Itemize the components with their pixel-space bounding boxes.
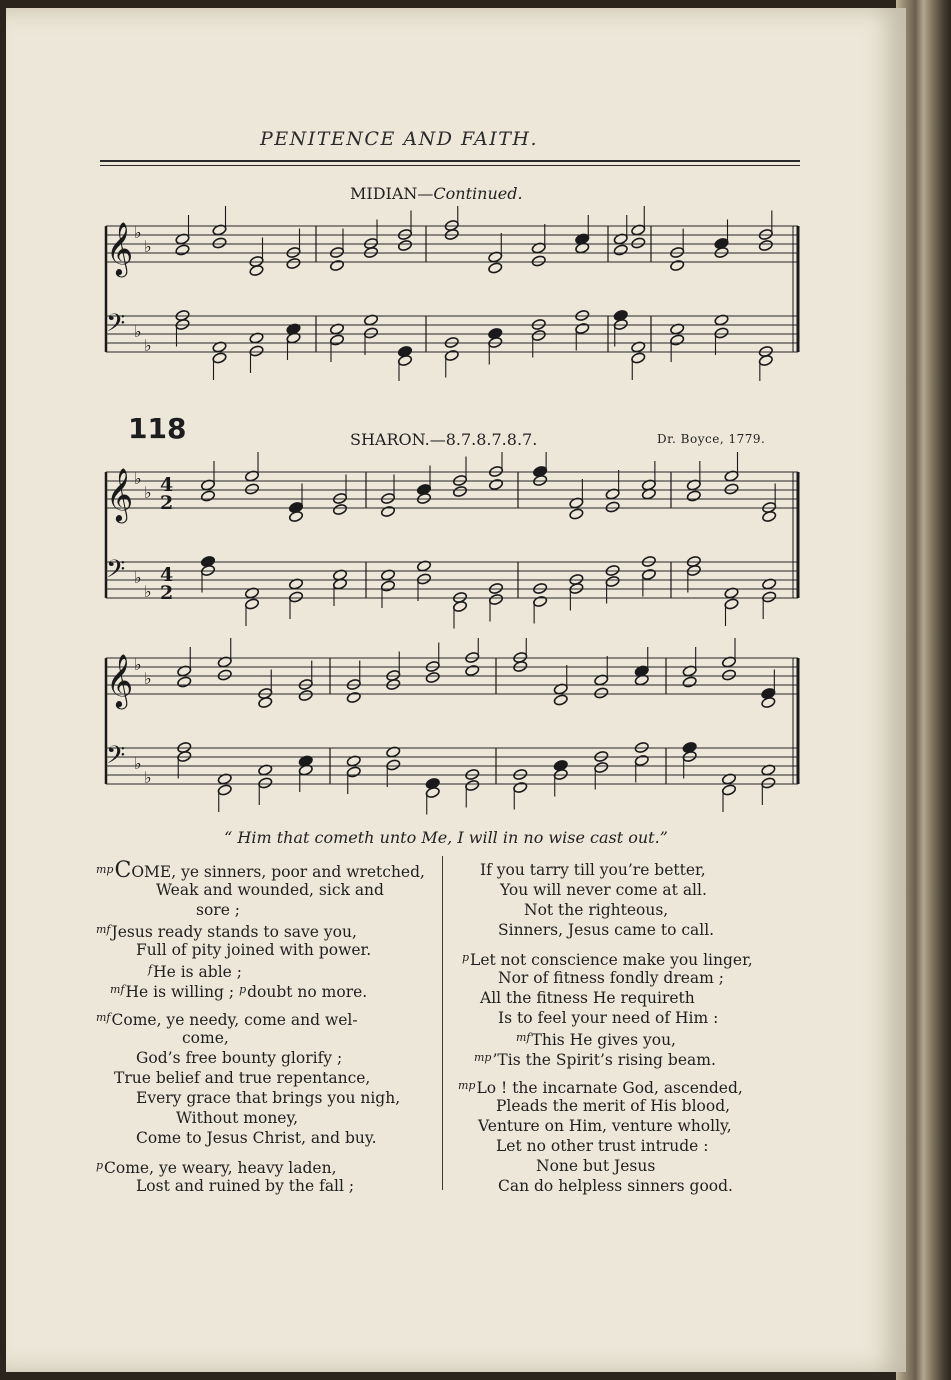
verse-text: Weak and wounded, sick and [156,881,384,899]
verse-text: Let no other trust intrude : [496,1137,709,1155]
verse-text: Pleads the merit of His blood, [496,1097,731,1115]
verse-text: Not the righteous, [524,901,669,919]
key-signature-flat: ♭ [134,655,142,674]
verse-text: If you tarry till you’re better, [480,861,706,879]
time-signature-bottom: 2 [160,582,174,604]
bass-clef: 𝄢 [106,741,126,776]
dynamic-marking: p [96,1159,104,1172]
verse-text: Every grace that brings you nigh, [136,1089,401,1107]
note-head [714,327,729,339]
key-signature-flat: ♭ [134,754,142,773]
verse-line [182,1028,229,1048]
note-head [761,777,776,789]
key-signature-flat: ♭ [144,768,152,787]
note-head [682,676,697,688]
verse-line [478,1116,732,1136]
note-head [380,505,395,517]
note-head [200,490,215,502]
verse-text: He is willing ; [125,983,240,1001]
note-head [244,483,259,495]
note-head [386,759,401,771]
note-head [217,669,232,681]
note-head [761,696,776,708]
verse-line [498,1176,733,1196]
note-head [286,257,301,269]
note-head [425,671,440,683]
note-head [346,691,361,703]
note-head [613,244,628,256]
verse-line [498,1008,718,1028]
note-head [288,510,303,522]
note-head [533,595,548,607]
key-signature-flat: ♭ [144,582,152,601]
note-head [531,255,546,267]
bass-clef: 𝄢 [106,309,126,344]
key-signature-flat: ♭ [134,568,142,587]
dynamic-marking: mf [110,983,125,996]
note-head [594,761,609,773]
note-head [444,349,459,361]
note-head [758,239,773,251]
composer: Dr. Boyce, 1779. [657,432,766,446]
tune-title-sharon: SHARON.—8.7.8.7.8.7. [350,430,538,449]
head-rule [100,160,800,162]
verse-text: You will never come at all. [500,881,707,899]
verse-text: Jesus ready stands to save you, [111,923,357,941]
note-head [641,568,656,580]
verse-line [516,1028,676,1050]
verse-line [96,1008,358,1030]
score-sharon-2 [98,638,804,818]
verse-text: This He gives you, [531,1031,676,1049]
bass-clef: 𝄢 [106,555,126,590]
dynamic-marking: mp [96,863,114,876]
verse-text: Full of pity joined with power. [136,941,372,959]
verse-text: All the fitness He requireth [480,989,695,1007]
verse-line [524,900,668,920]
verse-line [110,980,367,1002]
key-signature-flat: ♭ [144,237,152,256]
note-head [465,779,480,791]
note-head [452,485,467,497]
note-head [212,352,227,364]
time-signature-bottom: 2 [160,492,174,514]
note-head [212,237,227,249]
verse-line [462,948,753,970]
verse-line [496,1136,708,1156]
note-head [249,345,264,357]
dynamic-marking: mf [96,923,111,936]
note-head [332,503,347,515]
note-head [531,329,546,341]
dynamic-marking: mf [516,1031,531,1044]
note-head [724,483,739,495]
verse-line [458,1076,743,1098]
note-head [288,591,303,603]
note-head [569,508,584,520]
note-head [258,777,273,789]
verse-text: OME, ye sinners, poor and wretched, [131,863,425,881]
verse-line [496,1096,730,1116]
note-head [631,237,646,249]
note-head [670,259,685,271]
dynamic-marking: p [462,951,470,964]
score-sharon-1 [98,452,804,632]
dynamic-marking: mf [96,1011,111,1024]
verse-text: Come, ye weary, heavy laden, [104,1159,337,1177]
note-head [298,689,313,701]
note-head [513,781,528,793]
note-head [465,664,480,676]
verse-text: God’s free bounty glorify ; [136,1049,343,1067]
note-head [346,766,361,778]
hymnal-page [6,8,906,1372]
note-head [605,575,620,587]
note-head [686,490,701,502]
verse-text: Come to Jesus Christ, and buy. [136,1129,377,1147]
verse-line [536,1156,655,1176]
note-head [670,334,685,346]
verse-line [148,960,242,982]
verse-line [474,1048,716,1070]
treble-clef: 𝄞 [106,467,134,521]
verse-line [480,988,695,1008]
treble-clef: 𝄞 [106,221,134,275]
key-signature-flat: ♭ [134,469,142,488]
note-head [634,754,649,766]
note-head [762,510,777,522]
note-head [425,786,440,798]
verse-text: come, [182,1029,229,1047]
column-divider [442,856,443,1190]
dynamic-marking: mp [458,1079,476,1092]
note-head [594,687,609,699]
note-head [217,784,232,796]
note-head [488,593,503,605]
running-head: PENITENCE AND FAITH. [259,128,539,150]
key-signature-flat: ♭ [134,322,142,341]
verse-line [498,920,714,940]
note-head [380,580,395,592]
verse-line [96,860,425,882]
note-head [397,239,412,251]
note-head [249,264,264,276]
verse-line [136,1088,400,1108]
note-head [488,262,503,274]
epigraph: “ Him that cometh unto Me, I will in no wise cast out.” [224,828,668,847]
verse-line [136,1048,342,1068]
head-rule-thin [100,165,800,166]
note-head [605,501,620,513]
verse-line [196,900,240,920]
verse-text: Without money, [176,1109,299,1127]
verse-text: None but Jesus [536,1157,656,1175]
key-signature-flat: ♭ [134,223,142,242]
score-midian [98,206,804,381]
key-signature-flat: ♭ [144,483,152,502]
note-head [329,334,344,346]
verse-text: Venture on Him, venture wholly, [478,1117,732,1135]
verse-line [156,880,384,900]
dynamic-marking: p [239,983,247,996]
treble-clef: 𝄞 [106,653,134,707]
tune-title-midian: MIDIAN—Continued. [350,184,523,203]
verse-line [176,1108,298,1128]
note-head [452,600,467,612]
verse-text: Lo ! the incarnate God, ascended, [476,1079,743,1097]
note-head [575,322,590,334]
verse-text: Is to feel your need of Him : [498,1009,719,1027]
note-head [244,598,259,610]
dynamic-marking: f [148,963,153,976]
note-head [175,244,190,256]
note-head [631,352,646,364]
note-head [397,354,412,366]
verse-text: Let not conscience make you linger, [470,951,753,969]
verse-line [480,860,706,880]
verse-text: Sinners, Jesus came to call. [498,921,715,939]
time-signature-top: 4 [160,474,174,496]
verse-line [136,1128,377,1148]
time-signature-top: 4 [160,564,174,586]
verse-line [136,940,371,960]
note-head [721,784,736,796]
drop-cap: C [114,858,132,883]
note-head [329,259,344,271]
note-head [553,694,568,706]
verse-text: Can do helpless sinners good. [498,1177,733,1195]
verse-line [114,1068,370,1088]
key-signature-flat: ♭ [144,336,152,355]
note-head [363,327,378,339]
note-head [177,676,192,688]
verse-line [500,880,707,900]
note-head [724,598,739,610]
verse-text: doubt no more. [247,983,368,1001]
verse-text: ’Tis the Spirit’s rising beam. [492,1051,716,1069]
hymn-number: 118 [128,412,187,445]
note-head [758,354,773,366]
verse-line [96,1156,337,1178]
verse-text: Nor of fitness fondly dream ; [498,969,724,987]
note-head [416,573,431,585]
note-head [488,478,503,490]
verse-text: True belief and true repentance, [114,1069,371,1087]
verse-text: Lost and ruined by the fall ; [136,1177,355,1195]
verse-text: Come, ye needy, come and wel- [111,1011,358,1029]
verse-text: sore ; [196,901,241,919]
verse-line [498,968,724,988]
note-head [721,669,736,681]
note-head [258,696,273,708]
dynamic-marking: mp [474,1051,492,1064]
verse-text: He is able ; [153,963,242,981]
verse-line [136,1176,354,1196]
note-head [762,591,777,603]
key-signature-flat: ♭ [144,669,152,688]
verse-line [96,920,357,942]
